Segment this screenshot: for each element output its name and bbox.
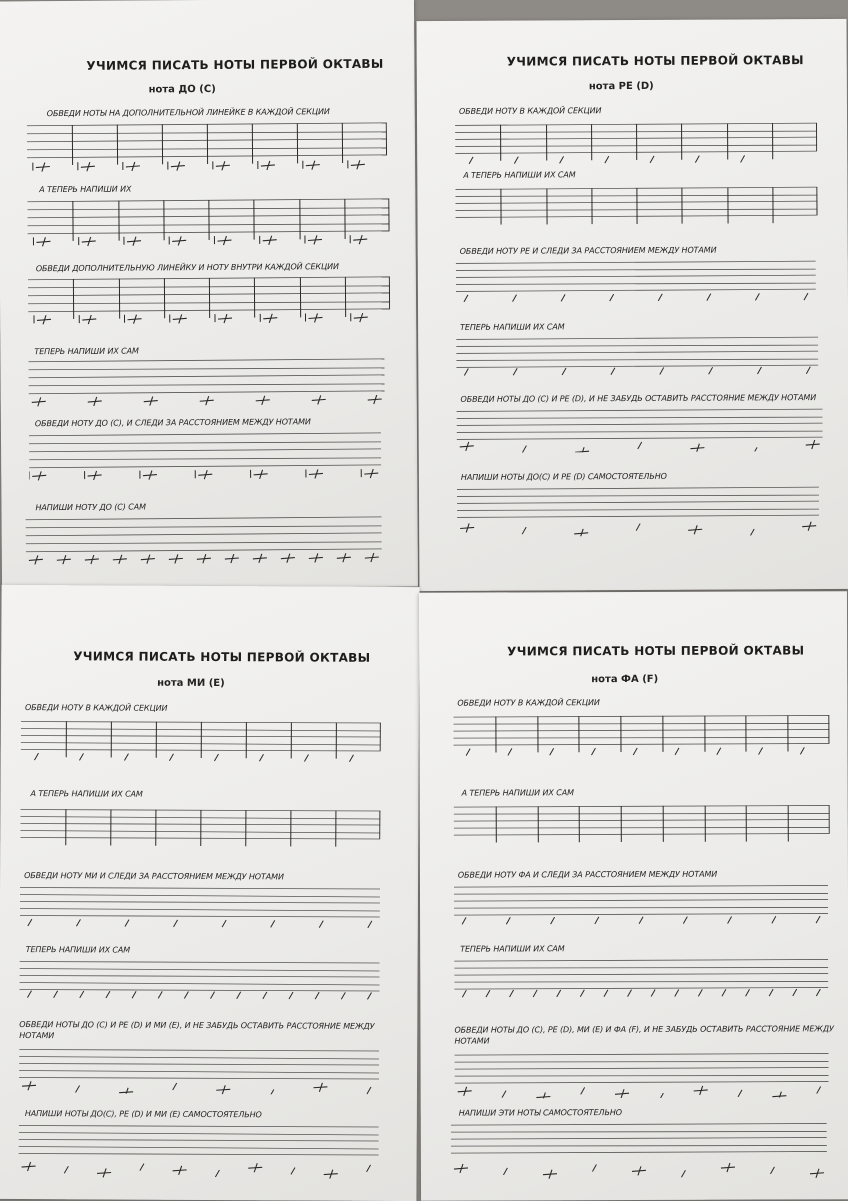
instruction-2: А ТЕПЕРЬ НАПИШИ ИХ САМ [462, 788, 574, 797]
note-head [28, 919, 32, 926]
note-head [722, 989, 726, 996]
staff-drawing [456, 259, 816, 305]
note-head [215, 1170, 219, 1177]
staff-line [20, 909, 380, 911]
note-head [464, 295, 468, 302]
staff-line [26, 549, 382, 552]
staff-drawing [457, 407, 823, 453]
note-head [270, 1090, 274, 1095]
staff-line [26, 517, 382, 520]
note-head [211, 992, 215, 999]
staff-drawing [455, 185, 817, 225]
staff-line [454, 813, 830, 815]
staff-line [453, 715, 829, 717]
staff-line [454, 959, 828, 961]
staff-drawing [451, 1121, 827, 1180]
staff-line [457, 417, 823, 420]
note-head [184, 991, 188, 998]
note-head [106, 991, 110, 998]
staff-line [29, 391, 385, 394]
note-head [675, 989, 679, 996]
note-head [681, 1170, 685, 1177]
note-head [502, 1091, 506, 1098]
instruction-3: ОБВЕДИ НОТУ РЕ И СЛЕДИ ЗА РАССТОЯНИЕМ МЕЖДУ НОТАМИ [460, 246, 717, 256]
staff-line [28, 359, 384, 362]
note-head [367, 992, 371, 999]
staff-drawing [20, 807, 380, 849]
note-head [816, 916, 820, 923]
staff-drawing [456, 335, 818, 377]
instruction-2: А ТЕПЕРЬ НАПИШИ ИХ САМ [30, 789, 142, 799]
note-head [34, 753, 38, 760]
note-head [550, 748, 554, 755]
sheet-title: УЧИМСЯ ПИСАТЬ НОТЫ ПЕРВОЙ ОКТАВЫ [86, 57, 383, 73]
instruction-6: НАПИШИ НОТУ ДО (С) САМ [35, 502, 145, 512]
note-head [508, 748, 512, 755]
staff-line [454, 967, 828, 969]
staff-line [455, 1067, 829, 1069]
note-head [533, 990, 537, 997]
staff-drawing [19, 1047, 379, 1095]
staff-5 [457, 407, 823, 453]
note-head [367, 1087, 371, 1094]
note-head [709, 367, 713, 374]
instruction-5: ОБВЕДИ НОТЫ ДО (С) И РЕ (D), И НЕ ЗАБУДЬ ОСТАВИТЬ РАССТОЯНИЕ МЕЖДУ НОТАМИ [460, 393, 816, 404]
staff-drawing [454, 803, 830, 844]
note-head [462, 917, 466, 924]
staff-line [456, 289, 816, 291]
staff-drawing [457, 485, 819, 537]
note-name: нота РЕ (D) [589, 81, 654, 92]
instruction-4: ТЕПЕРЬ НАПИШИ ИХ САМ [34, 346, 138, 356]
staff-line [19, 1057, 379, 1059]
staff-line [454, 899, 828, 901]
staff-4 [19, 959, 379, 1001]
note-head [707, 294, 711, 301]
instruction-3: ОБВЕДИ НОТУ ФА И СЛЕДИ ЗА РАССТОЯНИЕМ МЕЖДУ НОТАМИ [458, 870, 717, 880]
staff-line [20, 915, 380, 917]
staff-line [20, 969, 380, 971]
instruction-6: НАПИШИ НОТЫ ДО(С) И РЕ (D) САМОСТОЯТЕЛЬНО [461, 472, 667, 482]
note-head [319, 921, 323, 928]
staff-line [29, 367, 385, 370]
note-head [562, 368, 566, 375]
staff-drawing [28, 275, 390, 328]
note-head [658, 294, 662, 301]
staff-line [451, 1137, 827, 1139]
instruction-5: ОБВЕДИ НОТУ ДО (С), И СЛЕДИ ЗА РАССТОЯНИЕМ МЕЖДУ НОТАМИ [35, 417, 311, 428]
staff-6 [457, 485, 819, 537]
note-head [315, 992, 319, 999]
note-head [542, 1093, 545, 1099]
note-head [271, 920, 275, 927]
note-head [510, 990, 514, 997]
staff-line [457, 437, 823, 439]
note-head [683, 917, 687, 924]
note-head [367, 1165, 371, 1172]
staff-line [455, 1081, 829, 1083]
staff-line [19, 1077, 379, 1079]
staff-line [456, 269, 816, 271]
staff-4 [454, 957, 828, 998]
staff-line [454, 833, 830, 835]
note-head [214, 754, 218, 761]
staff-6 [451, 1121, 827, 1180]
instruction-4: ТЕПЕРЬ НАПИШИ ИХ САМ [26, 945, 130, 955]
staff-line [19, 1147, 379, 1149]
staff-line [456, 261, 816, 263]
staff-line [456, 359, 818, 361]
staff-line [26, 541, 382, 544]
note-head [80, 991, 84, 998]
staff-2 [455, 185, 817, 225]
instruction-4: ТЕПЕРЬ НАПИШИ ИХ САМ [460, 322, 564, 332]
staff-line [453, 737, 829, 739]
staff-line [29, 449, 381, 452]
note-head [368, 921, 372, 928]
instruction-3: ОБВЕДИ ДОПОЛНИТЕЛЬНУЮ ЛИНЕЙКУ И НОТУ ВНУТРИ КАЖДОЙ СЕКЦИИ [36, 262, 339, 273]
note-head [259, 754, 263, 761]
note-head [698, 989, 702, 996]
staff-1 [21, 719, 381, 765]
instruction-2: А ТЕПЕРЬ НАПИШИ ИХ САМ [463, 170, 575, 180]
note-head [675, 748, 679, 755]
instruction-4: ТЕПЕРЬ НАПИШИ ИХ САМ [460, 944, 564, 953]
staff-line [19, 1133, 379, 1135]
note-head [304, 754, 308, 761]
note-head [64, 1166, 68, 1173]
staff-1 [453, 713, 829, 758]
note-head [132, 991, 136, 998]
staff-3 [456, 259, 816, 305]
note-head [650, 156, 654, 163]
staff-line [456, 345, 818, 347]
staff-drawing [28, 357, 384, 409]
staff-line [26, 525, 382, 528]
worksheet-note-f [419, 591, 848, 1200]
staff-drawing [29, 431, 381, 483]
staff-line [29, 441, 381, 444]
staff-3 [454, 883, 828, 926]
staff-line [455, 1053, 829, 1055]
instruction-1: ОБВЕДИ НОТУ В КАЖДОЙ СЕКЦИИ [459, 106, 601, 116]
staff-5 [29, 431, 381, 483]
note-head [741, 155, 745, 162]
note-head [638, 442, 642, 449]
note-head [610, 294, 614, 301]
staff-drawing [19, 1123, 379, 1179]
note-head [581, 1087, 585, 1094]
note-head [755, 293, 759, 300]
staff-line [20, 975, 380, 977]
staff-drawing [26, 515, 382, 567]
instruction-1: ОБВЕДИ НОТУ В КАЖДОЙ СЕКЦИИ [457, 698, 599, 707]
note-head [611, 368, 615, 375]
note-head [237, 992, 241, 999]
staff-line [20, 887, 380, 889]
staff-3 [28, 275, 390, 328]
worksheet-note-c [0, 0, 418, 589]
note-head [289, 992, 293, 999]
note-head [174, 920, 178, 927]
staff-line [456, 365, 818, 367]
staff-line [456, 337, 818, 339]
note-head [522, 527, 526, 534]
sheet-title: УЧИМСЯ ПИСАТЬ НОТЫ ПЕРВОЙ ОКТАВЫ [73, 649, 370, 665]
note-head [158, 991, 162, 998]
staff-line [19, 1049, 379, 1051]
note-head [605, 156, 609, 163]
staff-line [19, 1139, 379, 1141]
note-head [76, 1086, 80, 1093]
note-head [79, 753, 83, 760]
note-head [503, 1168, 507, 1175]
staff-line [454, 827, 830, 829]
note-head [769, 989, 773, 996]
note-head [695, 156, 699, 163]
staff-5 [19, 1047, 379, 1095]
note-name: нота ФА (F) [591, 674, 658, 685]
staff-line [457, 423, 823, 425]
note-head [806, 367, 810, 374]
staff-line [454, 973, 828, 975]
staff-line [457, 509, 819, 511]
staff-line [454, 913, 828, 915]
staff-line [19, 989, 379, 991]
note-head [778, 1092, 781, 1099]
staff-line [457, 409, 823, 411]
staff-line [455, 1061, 829, 1063]
note-head [793, 989, 797, 996]
staff-line [20, 983, 380, 985]
staff-line [457, 515, 819, 517]
staff-4 [456, 335, 818, 377]
staff-line [453, 723, 829, 725]
sheet-title: УЧИМСЯ ПИСАТЬ НОТЫ ПЕРВОЙ ОКТАВЫ [507, 53, 804, 69]
staff-5 [455, 1051, 829, 1098]
staff-line [29, 375, 385, 378]
instruction-1: ОБВЕДИ НОТЫ НА ДОПОЛНИТЕЛЬНОЙ ЛИНЕЙКЕ В КАЖДОЙ СЕКЦИИ [47, 107, 330, 118]
note-head [125, 1088, 128, 1095]
staff-6 [26, 515, 382, 567]
note-head [514, 157, 518, 164]
staff-line [457, 487, 819, 489]
note-head [746, 989, 750, 996]
note-name: нота ДО (С) [149, 84, 216, 95]
staff-6 [19, 1123, 379, 1179]
note-head [816, 989, 820, 996]
note-head [738, 1090, 742, 1097]
note-head [660, 367, 664, 374]
staff-line [456, 351, 818, 353]
worksheet-note-e [0, 585, 420, 1201]
note-head [717, 748, 721, 755]
staff-line [26, 533, 382, 536]
staff-line [454, 981, 828, 983]
staff-line [454, 987, 828, 989]
staff-line [451, 1123, 827, 1125]
staff-2 [454, 803, 830, 844]
instruction-2: А ТЕПЕРЬ НАПИШИ ИХ [39, 185, 131, 195]
staff-line [456, 275, 816, 277]
staff-line [455, 1075, 829, 1077]
staff-line [451, 1151, 827, 1153]
note-head [759, 748, 763, 755]
note-head [557, 990, 561, 997]
note-head [464, 368, 468, 375]
staff-line [29, 383, 385, 386]
staff-line [456, 283, 816, 285]
note-head [560, 156, 564, 163]
note-head [222, 920, 226, 927]
note-head [817, 1087, 821, 1094]
staff-2 [27, 197, 389, 250]
staff-line [454, 907, 828, 909]
staff-drawing [21, 719, 381, 765]
staff-line [451, 1145, 827, 1147]
note-head [636, 524, 640, 531]
staff-drawing [455, 1051, 829, 1098]
staff-line [457, 431, 823, 434]
note-head [757, 367, 761, 374]
note-head [580, 990, 584, 997]
staff-line [454, 805, 830, 807]
note-head [604, 990, 608, 997]
note-head [651, 990, 655, 997]
note-head [169, 754, 173, 761]
note-head [486, 990, 490, 997]
staff-drawing [455, 121, 817, 167]
staff-line [29, 457, 381, 460]
note-head [772, 916, 776, 923]
note-head [27, 991, 31, 998]
staff-3 [20, 885, 380, 931]
staff-drawing [27, 121, 387, 176]
note-head [462, 990, 466, 997]
staff-drawing [19, 959, 379, 1001]
staff-line [29, 433, 381, 436]
note-head [628, 990, 632, 997]
staff-line [20, 961, 380, 963]
instruction-5: ОБВЕДИ НОТЫ ДО (С) И РЕ (D) И МИ (E), И НЕ ЗАБУДЬ ОСТАВИТЬ РАССТОЯНИЕ МЕЖДУ НОТАМИ [19, 1019, 389, 1043]
staff-line [454, 893, 828, 895]
note-head [349, 755, 353, 762]
staff-drawing [453, 713, 829, 758]
staff-line [451, 1131, 827, 1133]
note-head [124, 754, 128, 761]
worksheet-note-d [417, 19, 848, 591]
staff-line [19, 1071, 379, 1073]
note-head [263, 992, 267, 999]
note-head [291, 1167, 295, 1174]
note-head [800, 747, 804, 754]
note-head [513, 368, 517, 375]
note-head [561, 294, 565, 301]
instruction-1: ОБВЕДИ НОТУ В КАЖДОЙ СЕКЦИИ [25, 703, 167, 713]
staff-line [29, 465, 381, 468]
note-head [522, 446, 526, 453]
note-head [140, 1164, 144, 1171]
note-head [76, 919, 80, 926]
staff-line [19, 1153, 379, 1155]
staff-line [453, 729, 829, 731]
instruction-6: НАПИШИ ЭТИ НОТЫ САМОСТОЯТЕЛЬНО [459, 1108, 622, 1118]
note-head [633, 748, 637, 755]
sheet-title: УЧИМСЯ ПИСАТЬ НОТЫ ПЕРВОЙ ОКТАВЫ [507, 643, 804, 658]
staff-2 [20, 807, 380, 849]
note-head [728, 916, 732, 923]
instruction-5: ОБВЕДИ НОТЫ ДО (С), РЕ (D), МИ (E) И ФА (F), И НЕ ЗАБУДЬ ОСТАВИТЬ РАССТОЯНИЕ МЕЖДУ НОТАМИ [454, 1023, 834, 1046]
note-head [753, 447, 757, 453]
note-head [659, 1093, 663, 1099]
note-head [770, 1167, 774, 1174]
note-head [125, 920, 129, 927]
note-head [469, 157, 473, 164]
staff-line [457, 501, 819, 503]
note-head [592, 1165, 596, 1172]
staff-line [454, 885, 828, 887]
staff-line [20, 901, 380, 903]
note-name: нота МИ (E) [157, 678, 225, 689]
note-head [341, 992, 345, 999]
staff-line [454, 819, 830, 821]
staff-line [457, 495, 819, 497]
instruction-3: ОБВЕДИ НОТУ МИ И СЛЕДИ ЗА РАССТОЯНИЕМ МЕЖДУ НОТАМИ [24, 871, 284, 881]
instruction-6: НАПИШИ НОТЫ ДО(С), РЕ (D) И МИ (E) САМОСТОЯТЕЛЬНО [25, 1109, 262, 1119]
note-head [513, 295, 517, 302]
staff-line [20, 895, 380, 897]
note-head [551, 917, 555, 924]
staff-drawing [454, 883, 828, 926]
note-head [804, 293, 808, 300]
note-head [466, 749, 470, 756]
staff-drawing [454, 957, 828, 998]
staff-line [19, 1125, 379, 1127]
staff-drawing [27, 197, 389, 250]
staff-1 [27, 121, 387, 176]
note-head [591, 748, 595, 755]
staff-1 [455, 121, 817, 167]
note-head [54, 991, 58, 998]
staff-line [19, 1063, 379, 1065]
note-head [639, 917, 643, 924]
staff-4 [28, 357, 384, 409]
note-head [506, 917, 510, 924]
staff-line [453, 743, 829, 745]
note-head [173, 1083, 177, 1090]
staff-drawing [20, 885, 380, 931]
note-head [595, 917, 599, 924]
note-head [750, 529, 754, 536]
